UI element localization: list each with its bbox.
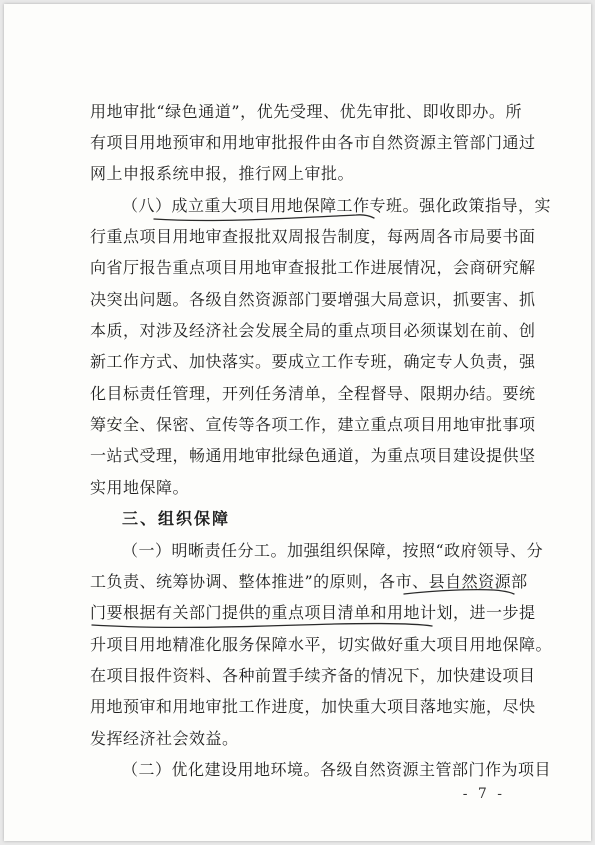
text-line: 网上申报系统申报，推行网上审批。	[90, 164, 355, 183]
text-line: 筹安全、保密、宣传等各项工作，建立重点项目用地审批事项	[90, 415, 536, 434]
text-line: 门要根据有关部门提供的重点项目清单和用地计划，进一步提	[90, 603, 536, 622]
text-line: （一）明晰责任分工。加强组织保障，按照“政府领导、分	[122, 541, 544, 560]
text-line: 行重点项目用地审查报批双周报告制度，每两周各市局要书面	[90, 227, 536, 246]
text-line: 化目标责任管理，开列任务清单，全程督导、限期办结。要统	[90, 384, 536, 403]
text-line: 向省厅报告重点项目用地审查报批工作进展情况，会商研究解	[90, 258, 536, 277]
text-line: （二）优化建设用地环境。各级自然资源主管部门作为项目	[122, 760, 552, 779]
page-number: - 7 -	[462, 786, 505, 802]
text-line: 用地审批“绿色通道”，优先受理、优先审批、即收即办。所	[90, 102, 522, 121]
section-heading: 三、组织保障	[122, 509, 231, 528]
text-line: 有项目用地预审和用地审批报件由各市自然资源主管部门通过	[90, 133, 536, 152]
text-line: 升项目用地精准化服务保障水平，切实做好重大项目用地保障。	[90, 635, 553, 654]
section-8-heading-line: （八）成立重大项目用地保障工作专班。强化政策指导，实	[122, 196, 552, 215]
text-line: 发挥经济社会效益。	[90, 729, 239, 748]
text-line: 用地预审和用地审批工作进度，加快重大项目落地实施，尽快	[90, 697, 536, 716]
text-line: 实用地保障。	[90, 478, 190, 497]
text-line: 一站式受理，畅通用地审批绿色通道，为重点项目建设提供坚	[90, 446, 536, 465]
text-line: 新工作方式、加快落实。要成立工作专班，确定专人负责，强	[90, 352, 536, 371]
document-page	[4, 4, 591, 841]
text-line: 本质，对涉及经济社会发展全局的重点项目必须谋划在前、创	[90, 321, 536, 340]
text-line: 在项目报件资料、各种前置手续齐备的情况下，加快建设项目	[90, 666, 536, 685]
pen-underline	[92, 624, 432, 628]
text-line: 工负责、统筹协调、整体推进”的原则，各市、县自然资源部	[90, 572, 528, 591]
text-line: 决突出问题。各级自然资源部门要增强大局意识，抓要害、抓	[90, 290, 536, 309]
